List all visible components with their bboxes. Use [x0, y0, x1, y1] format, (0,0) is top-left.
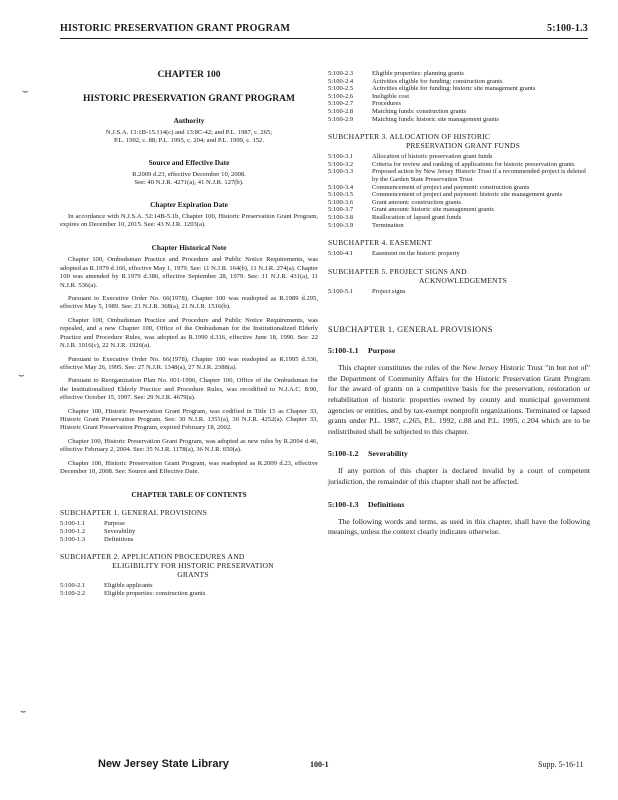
toc-item[interactable]: 5:100-2.2 Eligible properties: construction grants [60, 589, 206, 597]
expiration-heading: Chapter Expiration Date [150, 199, 228, 209]
toc-item[interactable]: 5:100-1.2 Severability [60, 527, 136, 535]
historical-note-paragraph: Pursuant to Executive Order No. 66(1978), Chapter 100 was readopted as R.1989 d.295, effective May 5, 1989. See: 21 N.J.R. 368(a), 21 N.J.R. 1516(b). [60, 295, 318, 311]
toc-subchapter-title: SUBCHAPTER 3. ALLOCATION OF HISTORIC PRESERVATION GRANT FUNDS [328, 132, 521, 151]
historical-note-paragraph: Pursuant to Executive Order No. 66(1978), Chapter 100 was readopted as R.1995 d.336, effective May 26, 1995. See: 27 N.J.R. 1348(a), 27 N.J.R. 2388(a). [60, 355, 318, 371]
running-head-section: 5:100-1.3 [547, 23, 588, 34]
running-head [60, 23, 588, 37]
source-line: R.2009 d.23, effective December 10, 2008. [132, 170, 246, 178]
expiration-text: In accordance with N.J.S.A. 52:14B-5.1b, Chapter 100, Historic Preservation Grant Program, expires on December 10, 2015. See: 43 N.J.R. 1203(a). [60, 212, 318, 229]
right-column [328, 70, 590, 538]
toc-item[interactable]: 5:100-2.4 Activities eligible for funding: construction grants [328, 77, 503, 85]
toc-list [60, 520, 318, 543]
margin-mark: ⌣ [22, 86, 29, 97]
section-heading: 5:100-1.2 Severability [328, 449, 408, 459]
historical-note-paragraph: Chapter 100, Historic Preservation Grant Program, was codified in Title 15 as Chapter 33, Historic Grant Preservation Program. See: 30 N.J.R. 1351(a), 30 N.J.R. 4252(a). Chapter 33, Historic Grant Preservation Program, expired February 18, 2002. [60, 407, 318, 432]
toc-list [328, 250, 590, 258]
toc-item[interactable]: 5:100-2.3 Eligible properties: planning grants [328, 70, 464, 77]
toc-item[interactable]: 5:100-3.6 Grant amount: construction grants [328, 198, 461, 206]
toc-heading: CHAPTER TABLE OF CONTENTS [131, 490, 247, 500]
toc-subchapter-title: SUBCHAPTER 5. PROJECT SIGNS AND ACKNOWLEDGEMENTS [328, 266, 507, 285]
toc-list [60, 582, 318, 597]
chapter-title: HISTORIC PRESERVATION GRANT PROGRAM [83, 94, 295, 104]
body-subchapter-heading: SUBCHAPTER 1. GENERAL PROVISIONS [328, 325, 493, 335]
margin-mark: ⌣ [20, 706, 27, 717]
toc-subchapter-title: SUBCHAPTER 4. EASEMENT [328, 238, 432, 248]
authority-line: P.L. 1992, c. 88; P.L. 1995, c. 204; and P.L. 1999, c. 152. [113, 137, 264, 145]
margin-mark: ⌣ [18, 370, 25, 381]
toc-item[interactable]: 5:100-3.3 Proposed action by New Jersey Historic Trust if a recommended project is deleted by the Garden State Preservation Trust [328, 168, 586, 183]
toc-item[interactable]: 5:100-2.9 Matching funds: historic site management grants [328, 115, 499, 123]
toc-item[interactable]: 5:100-3.4 Commencement of project and payment: construction grants [328, 183, 530, 191]
toc-item[interactable]: 5:100-1.1 Purpose [60, 520, 125, 528]
section-heading: 5:100-1.1 Purpose [328, 346, 396, 356]
toc-item[interactable]: 5:100-2.7 Procedures [328, 100, 401, 108]
historical-note-paragraph: Chapter 100, Ombudsman Practice and Procedure and Public Notice Requirements, was adopted as R.1979 d.166, effective May 1, 1979. See: 11 N.J.R. 164(b), 11 N.J.R. 274(a). Chapter 100 was amended by R.1979 d.386, effective September 28, 1979. See: 11 N.J.R. 431(a), 11 N.J.R. 536(a). [60, 256, 318, 289]
toc-item[interactable]: 5:100-5.1 Project signs [328, 287, 406, 295]
toc-item[interactable]: 5:100-3.9 Termination [328, 221, 404, 229]
toc-item[interactable]: 5:100-2.1 Eligible applicants [60, 582, 153, 590]
toc-item[interactable]: 5:100-2.6 Ineligible cost [328, 92, 410, 100]
toc-item[interactable]: 5:100-4.1 Easement on the historic property [328, 250, 460, 258]
source-heading: Source and Effective Date [148, 157, 230, 167]
historical-note-paragraph: Chapter 100, Historic Preservation Grant Program, was readopted as R.2009 d.23, effective December 10, 2008. See: Source and Effective Date. [60, 459, 318, 475]
toc-item[interactable]: 5:100-2.5 Activities eligible for funding: historic site management grants [328, 85, 536, 93]
toc-list [328, 153, 590, 229]
toc-item[interactable]: 5:100-3.8 Reallocation of lapsed grant funds [328, 213, 462, 221]
supplement-date: Supp. 5-16-11 [538, 760, 584, 769]
chapter-number: CHAPTER 100 [157, 70, 221, 80]
historical-note-heading: Chapter Historical Note [151, 243, 227, 253]
page-number: 100-1 [310, 760, 329, 769]
section-heading: 5:100-1.3 Definitions [328, 499, 405, 509]
toc-list [328, 288, 590, 296]
historical-note-paragraph: Chapter 100, Ombudsman Practice and Procedure and Public Notice Requirements, was repealed, and a new Chapter 100, Office of the Ombudsman for the Institutionalized Elderly Practice and Procedure Rules, was adopted as R.1990 d.316, effective June 18, 1990. See: 22 N.J.R. 1016(c), 22 N.J.R. 1926(a). [60, 316, 318, 350]
historical-note-paragraph: Pursuant to Reorganization Plan No. 001-1996, Chapter 100, Office of the Ombudsman for the Institutionalized Elderly Practice and Procedure Rules, was recodified to N.J.A.C. 8:90, effective October 15, 1997. See: 29 N.J.R. 4679(a). [60, 377, 318, 402]
running-head-title: HISTORIC PRESERVATION GRANT PROGRAM [60, 23, 291, 34]
toc-item[interactable]: 5:100-3.7 Grant amount: historic site management grants [328, 206, 494, 214]
source-line: See: 40 N.J.R. 4271(a), 41 N.J.R. 127(b). [134, 179, 244, 187]
toc-subchapter-title: SUBCHAPTER 2. APPLICATION PROCEDURES AND ELIGIBILITY FOR HISTORIC PRESERVATION GRANTS [60, 552, 274, 580]
header-rule [60, 38, 588, 39]
library-stamp: New Jersey State Library [98, 758, 229, 770]
toc-item[interactable]: 5:100-3.5 Commencement of project and payment: historic site management grants [328, 191, 563, 199]
historical-note-paragraph: Chapter 100, Historic Preservation Grant Program, was adopted as new rules by R.2004 d.46, effective February 2, 2004. See: 35 N.J.R. 1178(a), 36 N.J.R. 650(a). [60, 437, 318, 454]
toc-item[interactable]: 5:100-2.8 Matching funds: construction grants [328, 107, 467, 115]
section-text: If any portion of this chapter is declared invalid by a court of competent jurisdiction, the remainder of this chapter shall not be affected. [328, 466, 590, 487]
toc-list [328, 70, 590, 123]
toc-subchapter-title: SUBCHAPTER 1. GENERAL PROVISIONS [60, 508, 208, 518]
toc-item[interactable]: 5:100-3.1 Allocation of historic preservation grant funds [328, 153, 493, 161]
toc-item[interactable]: 5:100-3.2 Criteria for review and ranking of applications for historic preservation grants [328, 160, 575, 168]
toc-item[interactable]: 5:100-1.3 Definitions [60, 535, 134, 543]
left-column [60, 64, 318, 597]
authority-heading: Authority [173, 116, 205, 125]
section-text: The following words and terms, as used in this chapter, shall have the following meanings, unless the context clearly indicates otherwise. [328, 516, 590, 537]
section-text: This chapter constitutes the rules of the New Jersey Historic Trust "in but not of" the Department of Community Affairs for the Historic Preservation Grant Program for the award of grants on a competitive basis for the preservation, restoration or rehabilitation of historic properties owned by county and municipal government agencies or entities, and by tax-exempt nonprofit organizations. Terminated or lapsed grants under P.L. 1987, c.265, P.L. 1992, c.88 and P.L. 1995, c.204 which are to be redistributed shall be subjected to this chapter. [328, 363, 590, 436]
authority-line: N.J.S.A. 13:1B-15.114(c) and 13:8C-42; and P.L. 1987, c. 265; [105, 129, 273, 136]
